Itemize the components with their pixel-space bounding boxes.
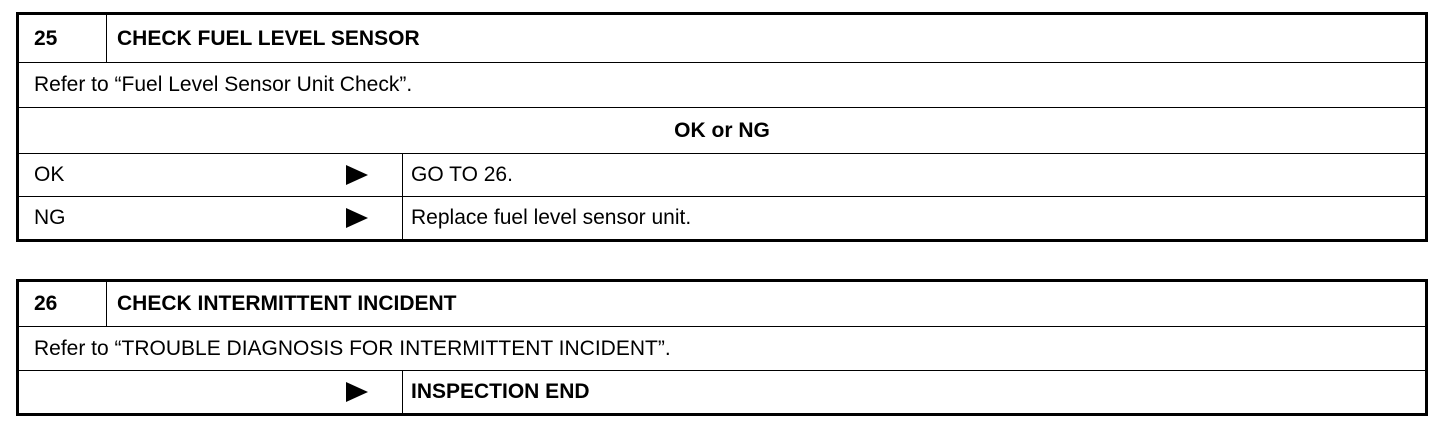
result-label-cell — [19, 371, 403, 413]
right-triangle-arrow-icon — [346, 382, 368, 402]
instruction-text: Refer to “TROUBLE DIAGNOSIS FOR INTERMITTENT INCIDENT”. — [34, 336, 671, 360]
result-action: INSPECTION END — [411, 380, 590, 403]
result-action: GO TO 26. — [411, 163, 513, 186]
result-row-ng — [19, 197, 1425, 239]
result-label-cell — [19, 197, 403, 239]
step-number: 25 — [19, 15, 107, 62]
right-triangle-arrow-icon — [346, 165, 368, 185]
step-26-table — [16, 279, 1428, 416]
right-triangle-arrow-icon — [346, 208, 368, 228]
instruction-row — [19, 63, 1425, 108]
result-action: Replace fuel level sensor unit. — [411, 206, 692, 229]
step-header-row — [19, 15, 1425, 63]
instruction-text: Refer to “Fuel Level Sensor Unit Check”. — [34, 73, 413, 96]
result-label: OK — [34, 163, 65, 186]
result-header-row — [19, 108, 1425, 154]
instruction-row — [19, 327, 1425, 371]
result-row-end — [19, 371, 1425, 413]
result-label-cell — [19, 154, 403, 196]
result-label: NG — [34, 206, 66, 229]
step-header-row — [19, 282, 1425, 327]
step-title: CHECK FUEL LEVEL SENSOR — [117, 26, 420, 50]
step-25-table — [16, 12, 1428, 242]
result-row-ok — [19, 154, 1425, 197]
step-title: CHECK INTERMITTENT INCIDENT — [117, 292, 457, 315]
result-header: OK or NG — [674, 118, 770, 142]
step-number: 26 — [19, 282, 107, 326]
